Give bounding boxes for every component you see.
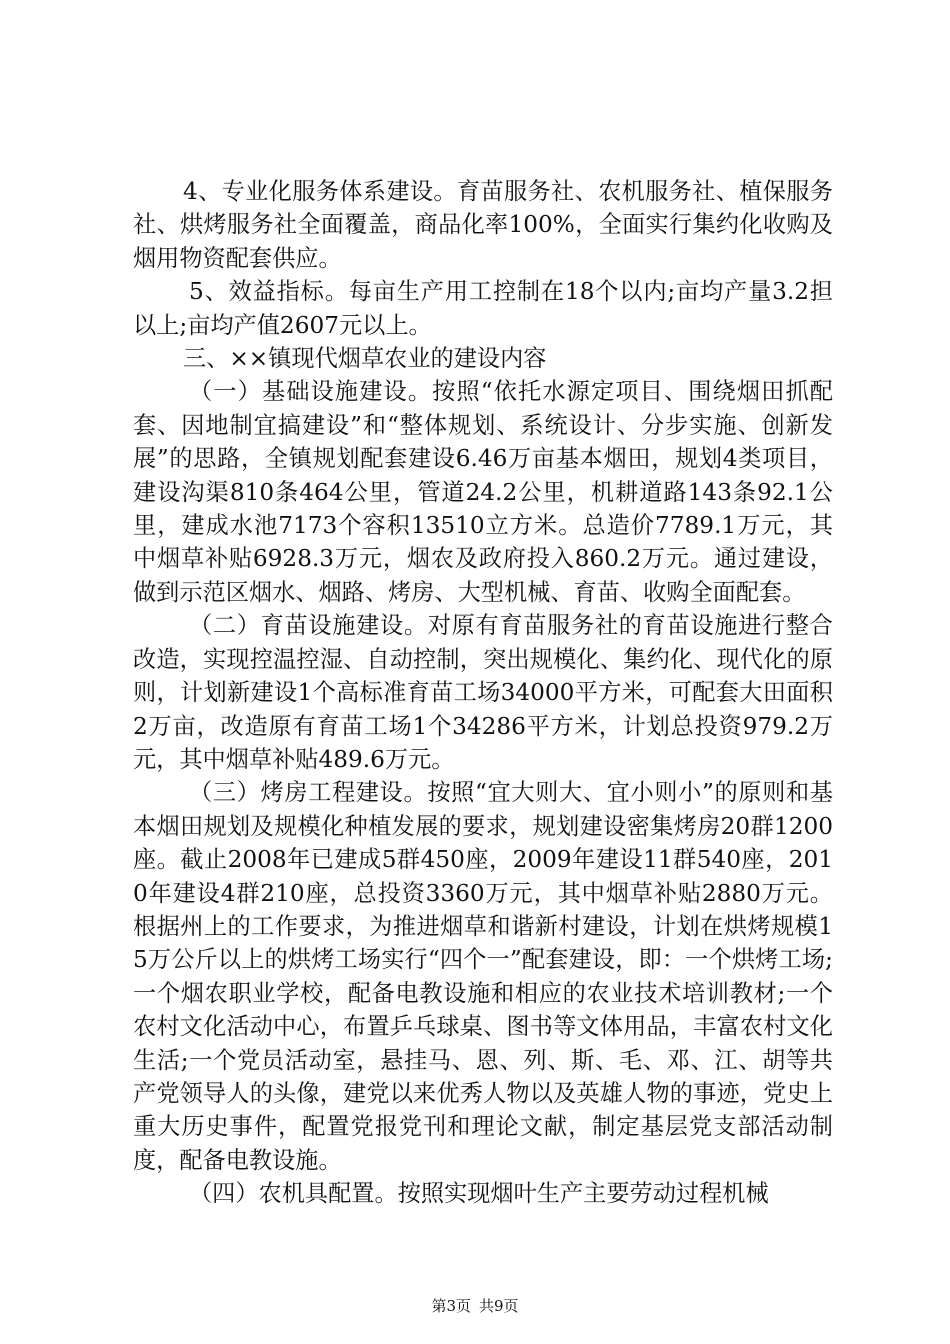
page-number: 第3页 — [431, 1297, 471, 1315]
page-total: 共9页 — [479, 1297, 519, 1315]
page-footer — [0, 1296, 950, 1316]
paragraph-infrastructure: （一）基础设施建设。按照“依托水源定项目、围绕烟田抓配套、因地制宜搞建设”和“整体规划、系统设计、分步实施、创新发展”的思路，全镇规划配套建设6.46万亩基本烟田，规划4类项目，建设沟渠810条464公里，管道24.2公里，机耕道路143条92.1公里，建成水池7173个容积13510立方米。总造价7789.1万元，其中烟草补贴6928.3万元，烟农及政府投入860.2万元。通过建设，做到示范区烟水、烟路、烤房、大型机械、育苗、收购全面配套。 — [133, 378, 833, 606]
paragraph-seedling-facilities: （二）育苗设施建设。对原有育苗服务社的育苗设施进行整合改造，实现控温控湿、自动控制，突出规模化、集约化、现代化的原则，计划新建设1个高标准育苗工场34000平方米，可配套大田面积2万亩，改造原有育苗工场1个34286平方米，计划总投资979.2万元，其中烟草补贴489.6万元。 — [133, 612, 833, 773]
paragraph-service-system: 4、专业化服务体系建设。育苗服务社、农机服务社、植保服务社、烘烤服务社全面覆盖，商品化率100%，全面实行集约化收购及烟用物资配套供应。 — [133, 178, 833, 272]
paragraph-curing-barns: （三）烤房工程建设。按照“宜大则大、宜小则小”的原则和基本烟田规划及规模化种植发展的要求，规划建设密集烤房20群1200座。截止2008年已建成5群450座，2009年建设11群540座，2010年建设4群210座，总投资3360万元，其中烟草补贴2880万元。根据州上的工作要求，为推进烟草和谐新村建设，计划在烘烤规模15万公斤以上的烘烤工场实行“四个一”配套建设，即：一个烘烤工场;一个烟农职业学校，配备电教设施和相应的农业技术培训教材;一个农村文化活动中心，布置乒乓球桌、图书等文体用品，丰富农村文化生活;一个党员活动室，悬挂马、恩、列、斯、毛、邓、江、胡等共产党领导人的头像，建党以来优秀人物以及英雄人物的事迹，党史上重大历史事件，配置党报党刊和理论文献，制定基层党支部活动制度，配备电教设施。 — [133, 779, 833, 1174]
paragraph-benefit-indicators: 5、效益指标。每亩生产用工控制在18个以内;亩均产量3.2担以上;亩均产值2607元以上。 — [133, 278, 833, 339]
section-heading-construction-content: 三、××镇现代烟草农业的建设内容 — [183, 345, 547, 373]
paragraph-machinery: （四）农机具配置。按照实现烟叶生产主要劳动过程机械 — [189, 1180, 769, 1208]
document-body — [133, 175, 833, 1211]
